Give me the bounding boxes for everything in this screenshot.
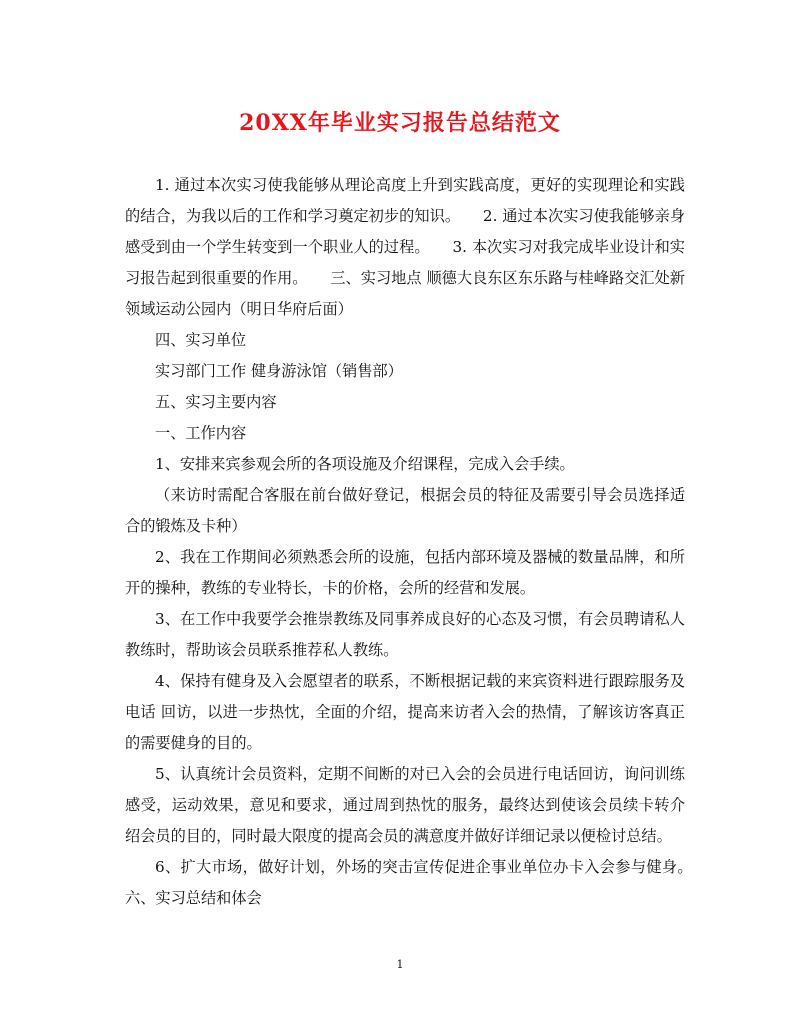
paragraph-item-5: 5、认真统计会员资料，定期不间断的对已入会的会员进行电话回访，询问训练感受，运动效果，意见和要求，通过周到热忱的服务，最终达到使该会员续卡转介绍会员的目的，同时最大限度的提高会员的满意度并做好详细记录以便检讨总结。 xyxy=(125,765,685,845)
paragraph-work-heading: 一、工作内容 xyxy=(155,424,247,442)
paragraph-intro: 1. 通过本次实习使我能够从理论高度上升到实践高度，更好的实现理论和实践的结合，为我以后的工作和学习奠定初步的知识。 2. 通过本次实习使我能够亲身感受到由一个学生转变到一个职业人的过程。 3. 本次实习对我完成毕业设计和实习报告起到很重要的作用。 三、实习地点 顺德大良东区东乐路与桂峰路交汇处新领域运动公园内（明日华府后面） xyxy=(125,176,685,318)
paragraph-unit-heading: 四、实习单位 xyxy=(155,331,247,349)
paragraph-item-3: 3、在工作中我要学会推崇教练及同事养成良好的心态及习惯，有会员聘请私人教练时，帮助该会员联系推荐私人教练。 xyxy=(125,610,685,659)
paragraph-department: 实习部门工作 健身游泳馆（销售部） xyxy=(155,362,403,380)
document-body xyxy=(125,170,716,914)
document-title: 20XX年毕业实习报告总结范文 xyxy=(239,110,561,136)
paragraph-item-2: 2、我在工作期间必须熟悉会所的设施，包括内部环境及器械的数量品牌，和所开的操种，教练的专业特长，卡的价格，会所的经营和发展。 xyxy=(125,548,685,597)
paragraph-item-1: 1、安排来宾参观会所的各项设施及介绍课程，完成入会手续。 xyxy=(155,455,575,473)
page-number: 1 xyxy=(396,958,404,971)
paragraph-item-1-note: （来访时需配合客服在前台做好登记，根据会员的特征及需要引导会员选择适合的锻炼及卡种） xyxy=(125,486,685,535)
paragraph-item-4: 4、保持有健身及入会愿望者的联系，不断根据记载的来宾资料进行跟踪服务及电话 回访，以进一步热忱，全面的介绍，提高来访者入会的热情，了解该访客真正的需要健身的目的。 xyxy=(125,672,685,752)
paragraph-content-heading: 五、实习主要内容 xyxy=(155,393,277,411)
paragraph-item-6: 6、扩大市场，做好计划，外场的突击宣传促进企事业单位办卡入会参与健身。 六、实习总结和体会 xyxy=(125,858,716,907)
